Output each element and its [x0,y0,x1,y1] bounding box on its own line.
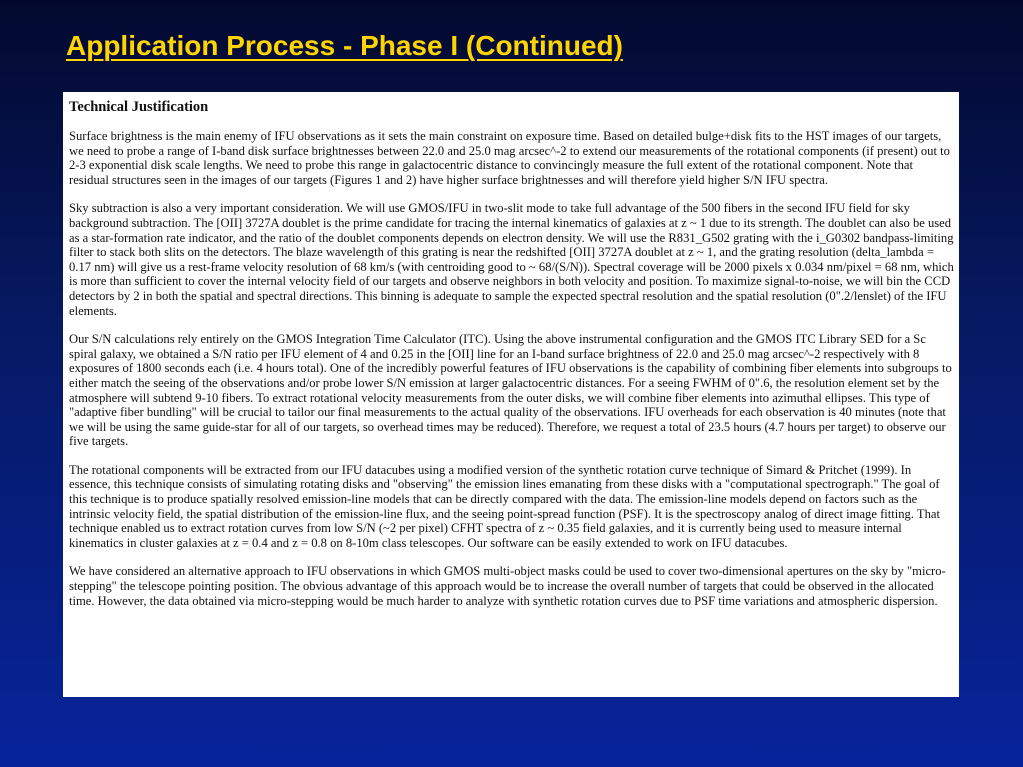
paragraph-sky-subtraction: Sky subtraction is also a very important consideration. We will use GMOS/IFU in two-slit mode to take full advantage of the 500 fibers in the second IFU field for sky background subtraction. The [OII] 3727A doublet is the prime candidate for tracing the internal kinematics of galaxies at z ~ 1 due to its strength. The doublet can also be used as a star-formation rate indicator, and the ratio of the doublet components depends on electron density. We will use the R831_G502 grating with the i_G0302 bandpass-limiting filter to stack both slits on the detectors. The blaze wavelength of this grating is near the redshifted [OII] 3727A doublet at z ~ 1, and the grating resolution (delta_lambda = 0.17 nm) will give us a rest-frame velocity resolution of 68 km/s (with centroiding good to ~ 68/(S/N)). Spectral coverage will be 2000 pixels x 0.034 nm/pixel = 68 nm, which is more than sufficient to cover the internal velocity field of our targets and observe neighbors in both velocity and position. To maximize signal-to-noise, we will bin the CCD detectors by 2 in both the spatial and spectral directions. This binning is adequate to sample the expected spectral resolution and the spatial resolution (0".2/lenslet) of the IFU elements. [69,201,954,318]
paragraph-rotational-components: The rotational components will be extracted from our IFU datacubes using a modified version of the synthetic rotation curve technique of Simard & Pritchet (1999). In essence, this technique consists of simulating rotating disks and "observing" the emission lines emanating from these disks with a "computational spectrograph." The goal of this technique is to produce spatially resolved emission-line models that can be directly compared with the data. The emission-line models depend on factors such as the intrinsic velocity field, the spatial distribution of the emission-line flux, and the seeing point-spread function (PSF). It is the spectroscopy analog of direct image fitting. That technique enabled us to extract rotation curves from low S/N (~2 per pixel) CFHT spectra of z ~ 0.35 field galaxies, and it is currently being used to measure internal kinematics in cluster galaxies at z = 0.4 and z = 0.8 on 8-10m class telescopes. Our software can be easily extended to work on IFU datacubes. [69,462,940,550]
slide-title: Application Process - Phase I (Continued) [66,30,623,61]
paragraph-surface-brightness: Surface brightness is the main enemy of IFU observations as it sets the main constraint on exposure time. Based on detailed bulge+disk fits to the HST images of our targets, we need to probe a range of I-band disk surface brightnesses between 22.0 and 25.0 mag arcsec^-2 to extend our measurements of the rotational components (if present) out to 2-3 exponential disk scale lengths. We need to probe this range in galactocentric distance to convincingly measure the full extent of the rotational component. Note that residual structures seen in the images of our targets (Figures 1 and 2) have higher surface brightnesses and will therefore yield higher S/N IFU spectra. [69,129,950,187]
technical-justification-document [63,92,959,697]
paragraph-sn-calculations: Our S/N calculations rely entirely on the GMOS Integration Time Calculator (ITC). Using the above instrumental configuration and the GMOS ITC Library SED for a Sc spiral galaxy, we obtained a S/N ratio per IFU element of 4 and 0.25 in the [OII] line for an I-band surface brightness of 22.0 and 25.0 mag arcsec^-2 respectively with 8 exposures of 1800 seconds each (i.e. 4 hours total). One of the incredibly powerful features of IFU observations is the capability of combining fiber elements into subgroups to either match the seeing of the observations and/or probe lower S/N emission at larger galactocentric distances. For a seeing FWHM of 0".6, the resolution element set by the atmosphere will subtend 9-10 fibers. To extract rotational velocity measurements from the outer disks, we will combine fiber elements into azimuthal ellipses. This type of "adaptive fiber bundling" will be crucial to tailor our final measurements to the actual quality of the observations. IFU overheads for each observation is 40 minutes (note that we will be using the same guide-star for all of our targets, so overhead times may be reduced). Therefore, we request a total of 23.5 hours (4.7 hours per target) to observe our five targets. [69,332,952,449]
document-heading: Technical Justification [69,99,209,115]
paragraph-alternative-approach: We have considered an alternative approach to IFU observations in which GMOS multi-object masks could be used to cover two-dimensional apertures on the sky by "micro-stepping" the telescope pointing position. The obvious advantage of this approach would be to increase the overall number of targets that could be observed in the allocated time. However, the data obtained via micro-stepping would be much harder to analyze with synthetic rotation curves due to PSF time variations and atmospheric dispersion. [69,564,946,608]
